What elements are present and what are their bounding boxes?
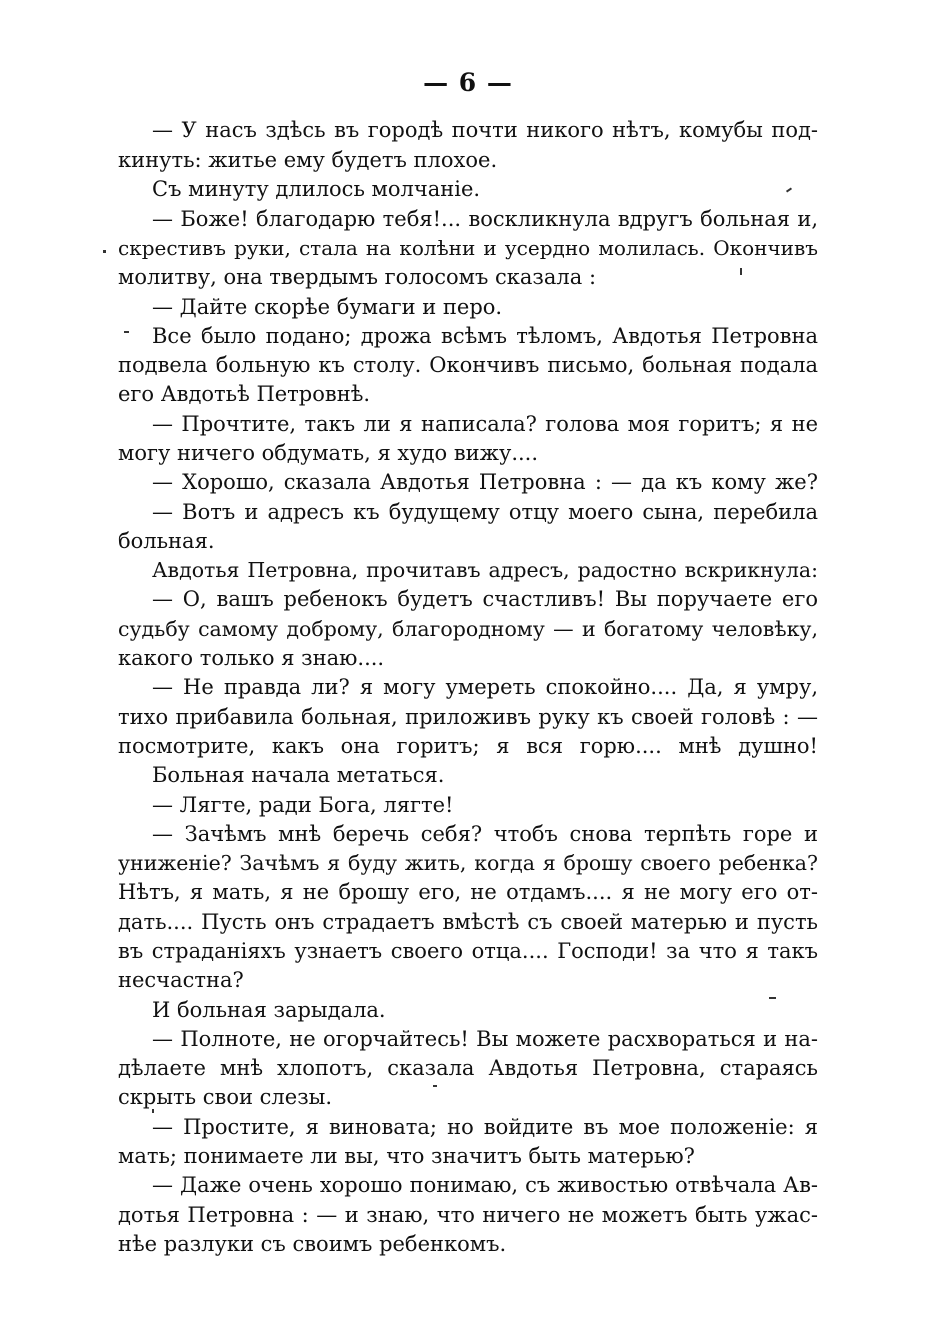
speck [152,1109,154,1113]
text-line: Нѣтъ, я мать, я не брошу его, не отдамъ.... я не могу его от- [118,880,818,904]
text-line: дать.... Пусть онъ страдаетъ вмѣстѣ съ своей матерью и пусть [118,910,818,934]
text-line: Авдотья Петровна, прочитавъ адресъ, радостно вскрикнула: [152,558,818,582]
text-line: посмотрите, какъ она горитъ; я вся горю.... мнѣ душно! [118,734,818,758]
text-line: тихо прибавила больная, приложивъ руку къ своей головѣ : — [118,705,818,729]
text-line: — Дайте скорѣе бумаги и перо. [152,295,503,319]
speck [433,1085,437,1087]
text-line: Съ минуту длилось молчаніе. [152,177,481,201]
text-line: — Зачѣмъ мнѣ беречь себя? чтобъ снова терпѣть горе и [152,822,818,846]
text-line: скрыть свои слезы. [118,1085,333,1109]
text-line: могу ничего обдумать, я худо вижу.... [118,441,539,465]
text-line: кинуть: житье ему будетъ плохое. [118,148,498,172]
page-number: — 6 — [423,68,513,97]
text-line: молитву, она твердымъ голосомъ сказала : [118,265,597,289]
text-line: скрестивъ руки, стала на колѣни и усердно молилась. Окончивъ [118,236,818,260]
text-line: — Боже! благодарю тебя!... воскликнула вдругъ больная и, [152,207,818,231]
text-line: Все было подано; дрожа всѣмъ тѣломъ, Авдотья Петровна [152,324,818,348]
text-line: — У насъ здѣсь въ городѣ почти никого нѣтъ, комубы под- [152,118,818,142]
speck [786,187,792,192]
text-line: нѣе разлуки съ своимъ ребенкомъ. [118,1232,507,1256]
text-line: дѣлаете мнѣ хлопотъ, сказала Авдотья Петровна, стараясь [118,1056,818,1080]
text-line: подвела больную къ столу. Окончивъ письмо, больная подала [118,353,818,377]
text-line: какого только я знаю.... [118,646,385,670]
text-line: больная. [118,529,215,553]
speck [769,997,776,999]
text-line: — О, вашъ ребенокъ будетъ счастливъ! Вы поручаете его [152,587,818,611]
text-line: Больная начала метаться. [152,763,445,787]
text-line: — Вотъ и адресъ къ будущему отцу моего сына, перебила [152,500,818,524]
text-line: — Хорошо, сказала Авдотья Петровна : — да къ кому же? [152,470,818,494]
speck [124,331,129,333]
text-line: — Полноте, не огорчайтесь! Вы можете расхвораться и на- [152,1027,818,1051]
speck [740,268,742,275]
text-line: — Простите, я виновата; но войдите въ мое положеніе: я [152,1115,818,1139]
text-line: несчастна? [118,968,244,992]
text-line: — Даже очень хорошо понимаю, съ живостью отвѣчала Ав- [152,1173,818,1197]
text-line: И больная зарыдала. [152,998,386,1022]
speck [103,250,106,253]
text-line: въ страданіяхъ узнаетъ своего отца.... Господи! за что я такъ [118,939,818,963]
text-line: — Лягте, ради Бога, лягте! [152,793,454,817]
text-line: его Авдотьѣ Петровнѣ. [118,382,371,406]
text-line: мать; понимаете ли вы, что значитъ быть матерью? [118,1144,695,1168]
text-line: униженіе? Зачѣмъ я буду жить, когда я брошу своего ребенка? [118,851,818,875]
text-line: — Прочтите, такъ ли я написала? голова моя горитъ; я не [152,412,818,436]
text-line: дотья Петровна : — и знаю, что ничего не можетъ быть ужас- [118,1203,818,1227]
text-line: судьбу самому доброму, благородному — и богатому человѣку, [118,617,818,641]
text-line: — Не правда ли? я могу умереть спокойно.... Да, я умру, [152,675,818,699]
